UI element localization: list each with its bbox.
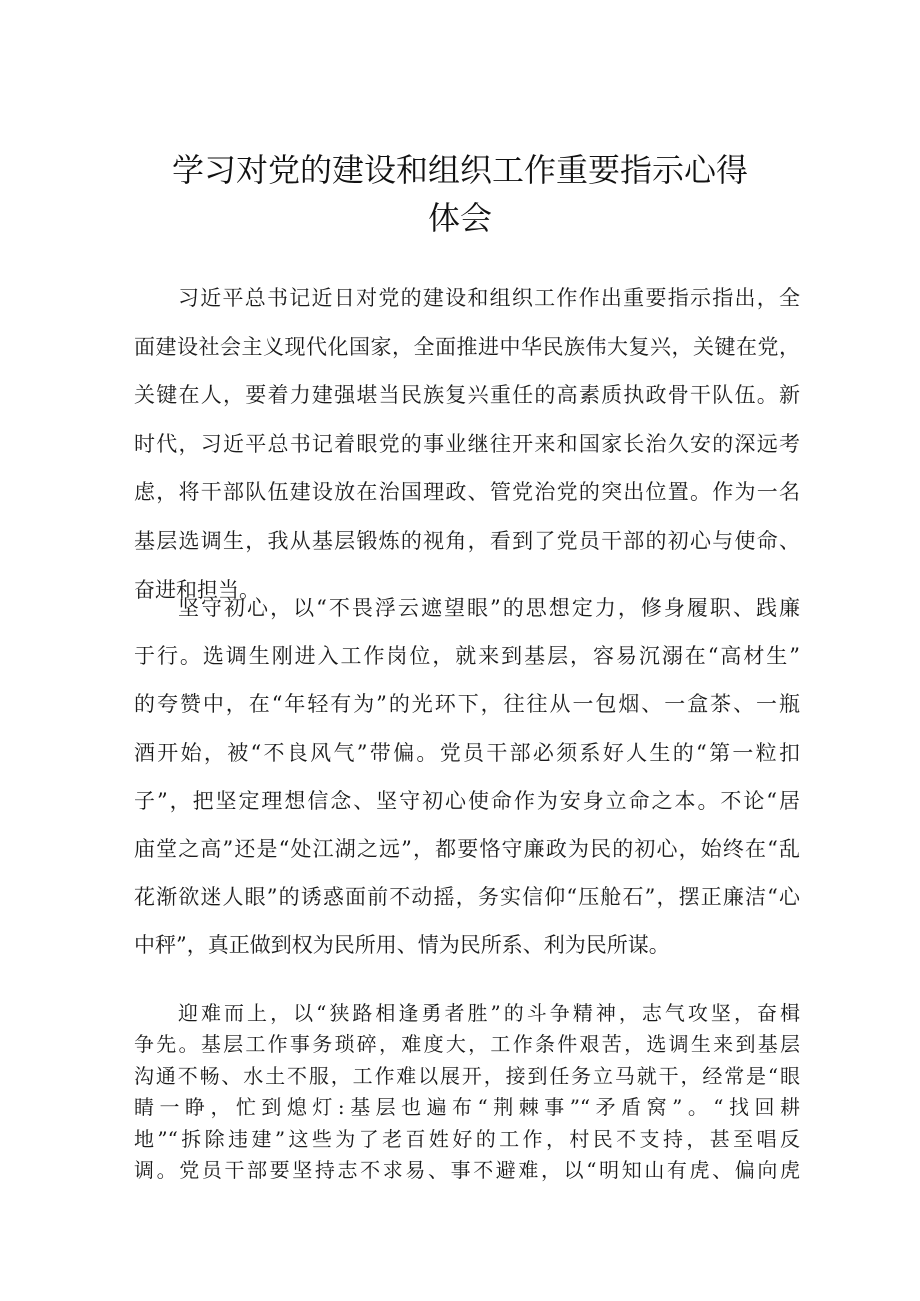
paragraph-line: 基层选调生，我从基层锻炼的视角，看到了党员干部的初心与使命、 xyxy=(134,528,800,553)
document-title-line-1: 学习对党的建设和组织工作重要指示心得 xyxy=(171,151,748,189)
paragraph-2 xyxy=(134,584,800,970)
paragraph-3 xyxy=(134,998,800,1186)
paragraph-line: 坚守初心，以“不畏浮云遮望眼”的思想定力，修身履职、践廉 xyxy=(178,596,800,620)
paragraph-line: 调。党员干部要坚持志不求易、事不避难，以“明知山有虎、偏向虎 xyxy=(134,1158,800,1183)
paragraph-line: 关键在人，要着力建强堪当民族复兴重任的高素质执政骨干队伍。新 xyxy=(134,383,800,408)
paragraph-line: 面建设社会主义现代化国家，全面推进中华民族伟大复兴，关键在党， xyxy=(134,334,800,359)
paragraph-line: 子”，把坚定理想信念、坚守初心使命作为安身立命之本。不论“居 xyxy=(134,788,800,813)
paragraph-line: 睛一睁，忙到熄灯:基层也遍布“荆棘事”“矛盾窝”。“找回耕 xyxy=(134,1095,800,1120)
paragraph-line: 花渐欲迷人眼”的诱惑面前不动摇，务实信仰“压舱石”，摆正廉洁“心 xyxy=(134,885,800,910)
document-title-line-2: 体会 xyxy=(427,199,492,237)
paragraph-line: 时代，习近平总书记着眼党的事业继往开来和国家长治久安的深远考 xyxy=(134,431,800,456)
paragraph-line: 地”“拆除违建”这些为了老百姓好的工作，村民不支持，甚至唱反 xyxy=(134,1126,800,1151)
paragraph-line: 习近平总书记近日对党的建设和组织工作作出重要指示指出，全 xyxy=(178,286,800,310)
paragraph-line: 虑，将干部队伍建设放在治国理政、管党治党的突出位置。作为一名 xyxy=(134,480,800,505)
paragraph-line: 酒开始，被“不良风气”带偏。党员干部必须系好人生的“第一粒扣 xyxy=(134,740,800,765)
paragraph-line: 争先。基层工作事务琐碎，难度大，工作条件艰苦，选调生来到基层 xyxy=(134,1032,800,1057)
paragraph-line: 奋进和担当。 xyxy=(134,577,260,602)
paragraph-1 xyxy=(134,274,800,614)
paragraph-line: 中秤”，真正做到权为民所用、情为民所系、利为民所谋。 xyxy=(134,933,670,958)
paragraph-line: 沟通不畅、水土不服，工作难以展开，接到任务立马就干，经常是“眼 xyxy=(134,1063,800,1088)
paragraph-line: 庙堂之高”还是“处江湖之远”，都要恪守廉政为民的初心，始终在“乱 xyxy=(134,837,800,862)
paragraph-line: 的夸赞中，在“年轻有为”的光环下，往往从一包烟、一盒茶、一瓶 xyxy=(134,692,800,717)
paragraph-line: 于行。选调生刚进入工作岗位，就来到基层，容易沉溺在“高材生” xyxy=(134,644,800,669)
paragraph-line: 迎难而上，以“狭路相逢勇者胜”的斗争精神，志气攻坚，奋楫 xyxy=(178,1001,800,1025)
